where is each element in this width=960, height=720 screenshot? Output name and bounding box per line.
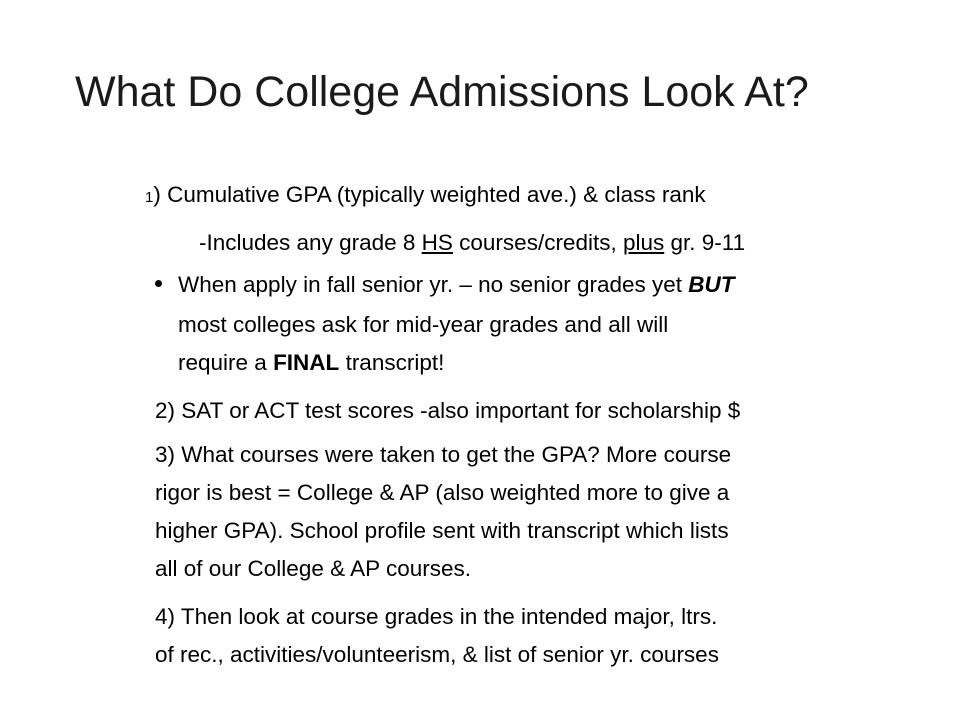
item-4-line-2: of rec., activities/volunteerism, & list of senior yr. courses [155,642,719,667]
item-3-line-4: all of our College & AP courses. [155,556,472,581]
includes-prefix: -Includes any grade 8 [199,230,422,255]
bullet-line-3-post: transcript! [339,350,445,375]
item-1-number: 1 [145,189,154,206]
item-3-line-1: 3) What courses were taken to get the GPA? More course [155,442,732,467]
item-3-line-3: higher GPA). School profile sent with transcript which lists [155,518,729,543]
slide-title: What Do College Admissions Look At? [75,68,809,116]
item-3-line-2: rigor is best = College & AP (also weighted more to give a [155,480,730,505]
bullet-line-3-emph: FINAL [273,350,340,375]
item-4-line-1: 4) Then look at course grades in the intended major, ltrs. [155,604,718,629]
bullet-line-1-emph: BUT [688,272,735,297]
includes-hs: HS [421,230,453,255]
includes-middle: courses/credits, [452,230,623,255]
includes-line [199,228,745,258]
bullet-dot-icon [155,280,162,287]
bullet-line-3 [178,348,444,378]
bullet-line-2: most colleges ask for mid-year grades and all will [178,312,669,337]
item-1 [145,180,706,213]
includes-plus: plus [622,230,665,255]
bullet-line-1 [178,270,735,300]
item-1-text: ) Cumulative GPA (typically weighted ave.) & class rank [153,182,706,207]
includes-suffix: gr. 9-11 [664,230,746,255]
item-2: 2) SAT or ACT test scores -also important for scholarship $ [155,398,741,423]
bullet-line-3-pre: require a [178,350,274,375]
bullet-line-1-text: When apply in fall senior yr. – no senior grades yet [178,272,689,297]
